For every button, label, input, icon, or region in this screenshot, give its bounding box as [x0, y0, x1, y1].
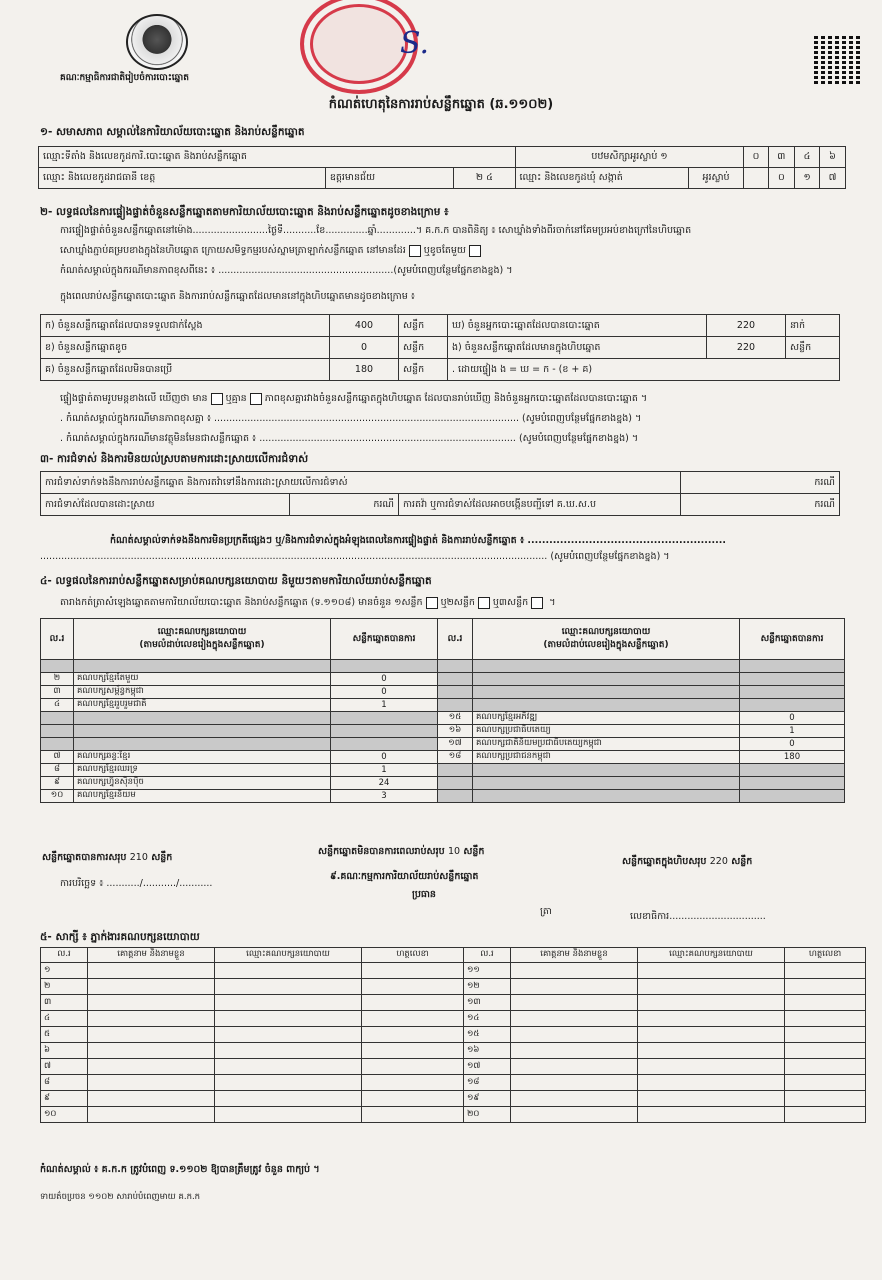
- section3-heading: ៣- ការជំទាស់ និងការមិនយល់ស្របតាមការដោះស្រាយលើការជំទាស់: [40, 453, 309, 465]
- witness-name-cell[interactable]: [88, 1091, 215, 1107]
- party-name: [74, 725, 331, 738]
- table-row: [41, 1075, 866, 1091]
- witness-name-cell[interactable]: [88, 1107, 215, 1123]
- party-no: ១៧: [438, 738, 473, 751]
- party-votes: [740, 790, 845, 803]
- witness-name-cell[interactable]: [88, 1043, 215, 1059]
- party-no: [438, 764, 473, 777]
- witness-party-cell[interactable]: [215, 1027, 362, 1043]
- witness-no: ១៨: [464, 1075, 511, 1091]
- witness-name-cell[interactable]: [511, 1059, 638, 1075]
- col-party-header: ឈ្មោះគណបក្សនយោបាយ (តាមលំដាប់លេខរៀងក្នុងសន្លឹកឆ្នោត): [473, 619, 740, 660]
- seal-intact-checkbox[interactable]: [409, 245, 421, 257]
- ballot-count-table: [40, 314, 840, 381]
- col-party-header: ឈ្មោះគណបក្សនយោបាយ: [215, 948, 362, 963]
- witness-party-cell[interactable]: [215, 979, 362, 995]
- count-unit: សន្លឹក: [399, 315, 448, 337]
- party-no: ៨: [41, 764, 74, 777]
- section2-line7: . កំណត់សម្គាល់ក្នុងករណីមានវត្ថុមិនមែនជាសន្លឹកឆ្នោត ៖ ..................................................................................... (សូមបំពេញបន្ថែមផ្នែកខាងខ្នង) ។: [60, 433, 639, 444]
- party-name: គណបក្សឆន្ទៈខ្មែរ: [74, 751, 331, 764]
- col-no-header: ល.រ: [438, 619, 473, 660]
- sheet-3-checkbox[interactable]: [531, 597, 543, 609]
- witness-party-cell[interactable]: [215, 1091, 362, 1107]
- witness-signature-cell[interactable]: [362, 995, 464, 1011]
- party-no: ១០: [41, 790, 74, 803]
- witness-party-cell[interactable]: [638, 1043, 785, 1059]
- count-unit: នាក់: [786, 315, 840, 337]
- witness-name-cell[interactable]: [88, 1027, 215, 1043]
- witness-name-cell[interactable]: [511, 995, 638, 1011]
- witness-no: ៧: [41, 1059, 88, 1075]
- section3-note2: ........................................................................................................................................................................ (សូមបំពេញបន្ថែមផ្នែកខាងខ្នង) ។: [40, 551, 670, 562]
- commune-digit: ០: [768, 168, 794, 189]
- witness-signature-cell[interactable]: [362, 1091, 464, 1107]
- table-row: [41, 699, 845, 712]
- witness-name-cell[interactable]: [88, 995, 215, 1011]
- col-no-header: ល.រ: [464, 948, 511, 963]
- member-label: ត្រា: [540, 906, 552, 917]
- col-no-header: ល.រ: [41, 948, 88, 963]
- col-name-header: គោត្តនាម និងនាមខ្លួន: [511, 948, 638, 963]
- table-row: [41, 1027, 866, 1043]
- party-results-table: [40, 618, 845, 803]
- party-no: ១៦: [438, 725, 473, 738]
- code-digit: ៦: [820, 147, 846, 168]
- witness-no: ១: [41, 963, 88, 979]
- witness-signature-cell[interactable]: [362, 1011, 464, 1027]
- form-footer: ទាយត៌ចប្រចន ១១០២ សារាប់បំពេញមាយ គ.ក.ក: [40, 1192, 201, 1202]
- witness-party-cell[interactable]: [638, 963, 785, 979]
- party-name: គណបក្សប្រជាជនកម្ពុជា: [473, 751, 740, 764]
- witness-signature-cell[interactable]: [785, 979, 866, 995]
- section2-heading: ២- លទ្ធផលនៃការផ្ទៀងផ្ទាត់ចំនួនសន្លឹកឆ្នោតតាមការិយាល័យបោះឆ្នោត និងរាប់សន្លឹកឆ្នោតដូចខាងក្រោម ៖: [40, 206, 449, 218]
- witness-no: ៩: [41, 1091, 88, 1107]
- section1-table: [38, 146, 846, 189]
- party-votes: 24: [331, 777, 438, 790]
- witness-signature-cell[interactable]: [785, 1043, 866, 1059]
- party-name: [74, 712, 331, 725]
- witness-party-cell[interactable]: [638, 995, 785, 1011]
- province-value: ឧត្តរមានជ័យ: [325, 168, 453, 189]
- party-no: [41, 660, 74, 673]
- table-row: [41, 673, 845, 686]
- count-label: ង) ចំនួនសន្លឹកឆ្នោតដែលមានក្នុងហិបឆ្នោត: [448, 337, 707, 359]
- section1-heading: ១- សមាសភាព សម្គាល់នៃការិយាល័យបោះឆ្នោត និងរាប់សន្លឹកឆ្នោត: [40, 126, 305, 138]
- party-no: ៩: [41, 777, 74, 790]
- table-row: [41, 712, 845, 725]
- table-row: [41, 790, 845, 803]
- party-votes: 0: [740, 738, 845, 751]
- count-value: 220: [707, 337, 786, 359]
- witness-no: ២: [41, 979, 88, 995]
- col-party-header: ឈ្មោះគណបក្សនយោបាយ: [638, 948, 785, 963]
- witness-signature-cell[interactable]: [362, 1107, 464, 1123]
- count-label: ខ) ចំនួនសន្លឹកឆ្នោតខូច: [41, 337, 330, 359]
- party-votes: 1: [740, 725, 845, 738]
- col-votes-header: សន្លឹកឆ្នោតបានការ: [331, 619, 438, 660]
- party-name: [473, 660, 740, 673]
- witness-signature-cell[interactable]: [362, 963, 464, 979]
- sheet-2-checkbox[interactable]: [478, 597, 490, 609]
- section2-line3: កំណត់សម្គាល់ក្នុងករណីមានភាពខុសពីនេះ ៖ ..........................................................(សូមបំពេញបន្ថែមផ្នែកខាងខ្នង) ។: [60, 265, 513, 276]
- witness-party-cell[interactable]: [215, 1043, 362, 1059]
- witness-party-cell[interactable]: [638, 1027, 785, 1043]
- col-sign-header: ហត្ថលេខា: [785, 948, 866, 963]
- party-name: [74, 660, 331, 673]
- count-value: 400: [330, 315, 399, 337]
- witness-party-cell[interactable]: [638, 1059, 785, 1075]
- party-votes: 1: [331, 699, 438, 712]
- chair-label: ប្រធាន: [412, 889, 436, 900]
- party-no: [438, 673, 473, 686]
- table-row: [41, 979, 866, 995]
- witness-name-cell[interactable]: [511, 979, 638, 995]
- secretary-label: លេខាធិការ................................: [630, 911, 766, 922]
- witness-signature-cell[interactable]: [785, 1107, 866, 1123]
- table-row: [41, 995, 866, 1011]
- total-in-box: សន្លឹកឆ្នោតក្នុងហិបសរុប 220 សន្លឹក: [622, 856, 753, 867]
- objection-label: ការជំទាស់ទាក់ទងនឹងការរាប់សន្លឹកឆ្នោត និងការតវ៉ាទៅនឹងការដោះស្រាយលើការជំទាស់: [41, 472, 681, 494]
- party-no: ១៥: [438, 712, 473, 725]
- code-digit: ៣: [768, 147, 794, 168]
- section2-line1: ការផ្ទៀងផ្ទាត់ចំនួនសន្លឹកឆ្នោតនៅម៉ោង.........................ថ្ងៃទី...........ខែ..............ឆ្នាំ.............។ គ.ក.ក បានពិនិត្យ ៖ សោឃ្នាំងទាំងពីរចាក់នៅគែមប្រអប់ខាងក្រៅនៃហិបឆ្នោត: [60, 225, 692, 236]
- commune-value: អូរស្លាប់: [688, 168, 744, 189]
- count-label: ក) ចំនួនសន្លឹកឆ្នោតដែលបានទទួលជាក់ស្តែង: [41, 315, 330, 337]
- witness-no: ២០: [464, 1107, 511, 1123]
- party-name: គណបក្សខ្មែរឈរទ្រ: [74, 764, 331, 777]
- party-name: គណបក្សហ្វ៊ុនស៊ិនប៉ិច: [74, 777, 331, 790]
- party-votes: 0: [740, 712, 845, 725]
- code-digit: ០: [744, 147, 768, 168]
- party-no: ១៨: [438, 751, 473, 764]
- party-no: ២: [41, 673, 74, 686]
- party-name: [473, 777, 740, 790]
- table-row: [41, 1011, 866, 1027]
- witness-no: ១៥: [464, 1027, 511, 1043]
- discrepancy-no-checkbox[interactable]: [250, 393, 262, 405]
- witness-name-cell[interactable]: [88, 979, 215, 995]
- section2-line5: ផ្ទៀងផ្ទាត់តាមរូបមន្តខាងលើ ឃើញថា មាន ឬគ្មាន ភាពខុសគ្នារវាងចំនួនសន្លឹកឆ្នោតក្នុងហិបឆ្នោត ដែលបានរាប់ឃើញ និងចំនួនអ្នកបោះឆ្នោតដែលបានបោះឆ្នោត ។: [60, 393, 648, 404]
- table-row: [41, 751, 845, 764]
- col-party-header: ឈ្មោះគណបក្សនយោបាយ (តាមលំដាប់លេខរៀងក្នុងសន្លឹកឆ្នោត): [74, 619, 331, 660]
- party-votes: [740, 764, 845, 777]
- party-votes: [740, 660, 845, 673]
- witness-signature-cell[interactable]: [785, 1011, 866, 1027]
- count-unit: សន្លឹក: [399, 359, 448, 381]
- party-votes: 0: [331, 686, 438, 699]
- party-name: គណបក្សខ្មែររួបរួមជាតិ: [74, 699, 331, 712]
- code-digit: ៤: [795, 147, 820, 168]
- objection-unit: ករណី: [681, 472, 840, 494]
- party-name: គណបក្សខ្មែរនិយម: [74, 790, 331, 803]
- section5-note: កំណត់សម្គាល់ ៖ គ.ក.ក ត្រូវបំពេញ ទ.១១០២ ឱ្យបានត្រឹមត្រូវ ចំនួន ពាក្យប់ ។: [40, 1164, 320, 1175]
- seal-broken-checkbox[interactable]: [469, 245, 481, 257]
- witness-signature-cell[interactable]: [362, 1027, 464, 1043]
- table-row: [41, 686, 845, 699]
- party-votes: [740, 673, 845, 686]
- total-invalid: សន្លឹកឆ្នោតមិនបានការពេលរាប់សរុប 10 សន្លឹក: [318, 846, 485, 857]
- witness-name-cell[interactable]: [511, 1075, 638, 1091]
- discrepancy-yes-checkbox[interactable]: [211, 393, 223, 405]
- witness-name-cell[interactable]: [511, 1091, 638, 1107]
- table-row: [41, 963, 866, 979]
- party-votes: [740, 777, 845, 790]
- witness-party-cell[interactable]: [638, 1075, 785, 1091]
- party-name: គណបក្សខ្មែរអភិវឌ្ឍ: [473, 712, 740, 725]
- witness-no: ៨: [41, 1075, 88, 1091]
- count-label: ឃ) ចំនួនអ្នកបោះឆ្នោតដែលបានបោះឆ្នោត: [448, 315, 707, 337]
- witness-signature-cell[interactable]: [362, 979, 464, 995]
- party-no: [41, 725, 74, 738]
- count-unit: សន្លឹក: [786, 337, 840, 359]
- party-name: គណបក្សសម្ព័ន្ធកម្ពុជា: [74, 686, 331, 699]
- section2-line2: សោឃ្នាំងភ្ជាប់គម្របខាងក្នុងនៃហិបឆ្នោត ក្រោយសមិទ្ធកម្មរបស់ស្នាមត្រាឡាក់សន្លឹកឆ្នោត នៅមានដែរ ឬខូចតែមួយ: [60, 244, 484, 258]
- count-value: 220: [707, 315, 786, 337]
- party-name: គណបក្សប្រជាធិបតេយ្យ: [473, 725, 740, 738]
- witness-no: ១១: [464, 963, 511, 979]
- witness-signature-cell[interactable]: [785, 1075, 866, 1091]
- party-votes: [331, 712, 438, 725]
- count-value: 0: [330, 337, 399, 359]
- section4-heading: ៤- លទ្ធផលនៃការរាប់សន្លឹកឆ្នោតសម្រាប់គណបក្សនយោបាយ និមួយៗតាមការិយាល័យរាប់សន្លឹកឆ្នោត: [40, 575, 432, 587]
- count-value: 180: [330, 359, 399, 381]
- table-row: [41, 738, 845, 751]
- party-votes: [740, 686, 845, 699]
- objection-label: ការជំទាស់ដែលបានដោះស្រាយ: [41, 494, 290, 516]
- table-row: [41, 725, 845, 738]
- location-value: បឋមសិក្សាអូរស្លាប់ ១: [515, 147, 744, 168]
- witness-name-cell[interactable]: [511, 1011, 638, 1027]
- national-emblem-logo: [126, 14, 188, 70]
- witness-name-cell[interactable]: [88, 1011, 215, 1027]
- party-no: [41, 738, 74, 751]
- party-no: ៣: [41, 686, 74, 699]
- witness-name-cell[interactable]: [88, 1059, 215, 1075]
- objection-unit: ករណី: [681, 494, 840, 516]
- table-row: [41, 660, 845, 673]
- party-name: [473, 764, 740, 777]
- sheet-1-checkbox[interactable]: [426, 597, 438, 609]
- province-digits: ២ ៤: [454, 168, 515, 189]
- party-no: [438, 790, 473, 803]
- witness-party-cell[interactable]: [215, 1107, 362, 1123]
- party-votes: 180: [740, 751, 845, 764]
- witness-party-cell[interactable]: [638, 1107, 785, 1123]
- witness-name-cell[interactable]: [511, 1027, 638, 1043]
- table-row: [41, 1091, 866, 1107]
- committee-title: ៩.គណៈកម្មការការិយាល័យរាប់សន្លឹកឆ្នោត: [330, 871, 479, 882]
- witness-signature-cell[interactable]: [785, 995, 866, 1011]
- party-name: [473, 673, 740, 686]
- witness-name-cell[interactable]: [511, 963, 638, 979]
- witness-no: ១០: [41, 1107, 88, 1123]
- witness-name-cell[interactable]: [511, 1107, 638, 1123]
- section3-note: កំណត់សម្គាល់ទាក់ទងនឹងការមិនប្រក្រតីផ្សេងៗ ឬ/និងការជំទាស់ក្នុងអំឡុងពេលនៃការផ្ទៀងផ្ទាត់ និងការរាប់សន្លឹកឆ្នោត ៖ .......................................................: [110, 535, 726, 546]
- party-no: [438, 660, 473, 673]
- witness-party-cell[interactable]: [215, 1059, 362, 1075]
- witness-no: ៤: [41, 1011, 88, 1027]
- witness-signature-cell[interactable]: [362, 1075, 464, 1091]
- witness-signature-cell[interactable]: [785, 1091, 866, 1107]
- witness-name-cell[interactable]: [88, 1075, 215, 1091]
- section2-line6: . កំណត់សម្គាល់ក្នុងករណីមានភាពខុសគ្នា ៖ ..................................................................................................... (សូមបំពេញបន្ថែមផ្នែកខាងខ្នង) ។: [60, 413, 642, 424]
- witness-no: ១៩: [464, 1091, 511, 1107]
- witness-no: ៥: [41, 1027, 88, 1043]
- commune-digit: ៧: [820, 168, 846, 189]
- witness-party-cell[interactable]: [638, 979, 785, 995]
- witness-name-cell[interactable]: [88, 963, 215, 979]
- province-label: ឈ្មោះ និងលេខកូដរាជធានី ខេត្ត: [39, 168, 326, 189]
- count-unit: សន្លឹក: [399, 337, 448, 359]
- count-label: គ) ចំនួនសន្លឹកឆ្នោតដែលមិនបានប្រើ: [41, 359, 330, 381]
- witness-no: ១៦: [464, 1043, 511, 1059]
- party-no: [438, 686, 473, 699]
- table-row: [41, 1043, 866, 1059]
- party-no: ៧: [41, 751, 74, 764]
- party-name: [74, 738, 331, 751]
- witness-signature-cell[interactable]: [362, 1059, 464, 1075]
- party-votes: 3: [331, 790, 438, 803]
- section4-sub: តារាងកត់ត្រាសំឡេងឆ្នោតតាមការិយាល័យបោះឆ្នោត និងរាប់សន្លឹកឆ្នោត (ទ.១១០៨) មានចំនួន ១សន្លឹក ឬ២សន្លឹក ឬ៣សន្លឹក ។: [60, 597, 556, 608]
- witness-party-cell[interactable]: [215, 1011, 362, 1027]
- commune-digit: ១: [795, 168, 820, 189]
- location-label: ឈ្មោះទីតាំង និងលេខកូដការិ.បោះឆ្នោត និងរាប់សន្លឹកឆ្នោត: [39, 147, 516, 168]
- party-votes: 0: [331, 673, 438, 686]
- org-name: គណៈកម្មាធិការជាតិរៀបចំការបោះឆ្នោត: [60, 73, 189, 83]
- party-votes: [740, 699, 845, 712]
- witness-table: [40, 947, 866, 1123]
- section2-line4: ក្នុងពេលរាប់សន្លឹកឆ្នោតបោះឆ្នោត និងការរាប់សន្លឹកឆ្នោតដែលមាននៅក្នុងហិបឆ្នោតមានដូចខាងក្រោម ៖: [60, 291, 415, 302]
- table-row: [41, 764, 845, 777]
- form-title: កំណត់ហេតុនៃការរាប់សន្លឹកឆ្នោត (ឆ.១១០២): [328, 97, 554, 112]
- col-name-header: គោត្តនាម និងនាមខ្លួន: [88, 948, 215, 963]
- witness-party-cell[interactable]: [215, 963, 362, 979]
- total-valid: សន្លឹកឆ្នោតបានការសរុប 210 សន្លឹក: [42, 852, 173, 863]
- party-votes: [331, 660, 438, 673]
- party-no: [438, 777, 473, 790]
- witness-party-cell[interactable]: [215, 995, 362, 1011]
- witness-party-cell[interactable]: [215, 1075, 362, 1091]
- col-votes-header: សន្លឹកឆ្នោតបានការ: [740, 619, 845, 660]
- section5-heading: ៥- សាក្សី ៖ ភ្នាក់ងារគណបក្សនយោបាយ: [40, 931, 200, 943]
- witness-no: ១៣: [464, 995, 511, 1011]
- party-name: គណបក្សជាតិនិយមប្រជាធិបតេយ្យកម្ពុជា: [473, 738, 740, 751]
- witness-no: ៣: [41, 995, 88, 1011]
- col-no-header: ល.រ: [41, 619, 74, 660]
- witness-signature-cell[interactable]: [785, 1027, 866, 1043]
- objection-unit: ករណី: [290, 494, 399, 516]
- qr-code-icon: [814, 36, 862, 84]
- party-votes: 0: [331, 751, 438, 764]
- commune-label: ឈ្មោះ និងលេខកូដឃុំ សង្កាត់: [515, 168, 688, 189]
- party-votes: [331, 738, 438, 751]
- party-name: [473, 790, 740, 803]
- witness-signature-cell[interactable]: [785, 963, 866, 979]
- witness-signature-cell[interactable]: [785, 1059, 866, 1075]
- table-row: [41, 1107, 866, 1123]
- party-no: [438, 699, 473, 712]
- party-votes: 1: [331, 764, 438, 777]
- formula: . ដោយផ្ទៀង ង = ឃ = ក - (ខ + គ): [448, 359, 840, 381]
- objection-table: [40, 471, 840, 516]
- signature: S.: [400, 26, 430, 61]
- witness-signature-cell[interactable]: [362, 1043, 464, 1059]
- table-row: [41, 1059, 866, 1075]
- date-line: ការបរិច្ឆេទ ៖ .........../.........../...........: [60, 878, 213, 889]
- party-name: [473, 699, 740, 712]
- witness-party-cell[interactable]: [638, 1091, 785, 1107]
- witness-name-cell[interactable]: [511, 1043, 638, 1059]
- party-no: [41, 712, 74, 725]
- witness-no: ១៧: [464, 1059, 511, 1075]
- party-name: គណបក្សខ្មែរតែមួយ: [74, 673, 331, 686]
- witness-party-cell[interactable]: [638, 1011, 785, 1027]
- party-votes: [331, 725, 438, 738]
- party-no: ៤: [41, 699, 74, 712]
- table-row: [41, 777, 845, 790]
- witness-no: ១២: [464, 979, 511, 995]
- objection-label: ការតវ៉ា ឬការជំទាស់ដែលអាចបង្កើនបញ្ជីទៅ គ.ឃ.ស.ប: [399, 494, 681, 516]
- col-sign-header: ហត្ថលេខា: [362, 948, 464, 963]
- party-name: [473, 686, 740, 699]
- witness-no: ១៤: [464, 1011, 511, 1027]
- witness-no: ៦: [41, 1043, 88, 1059]
